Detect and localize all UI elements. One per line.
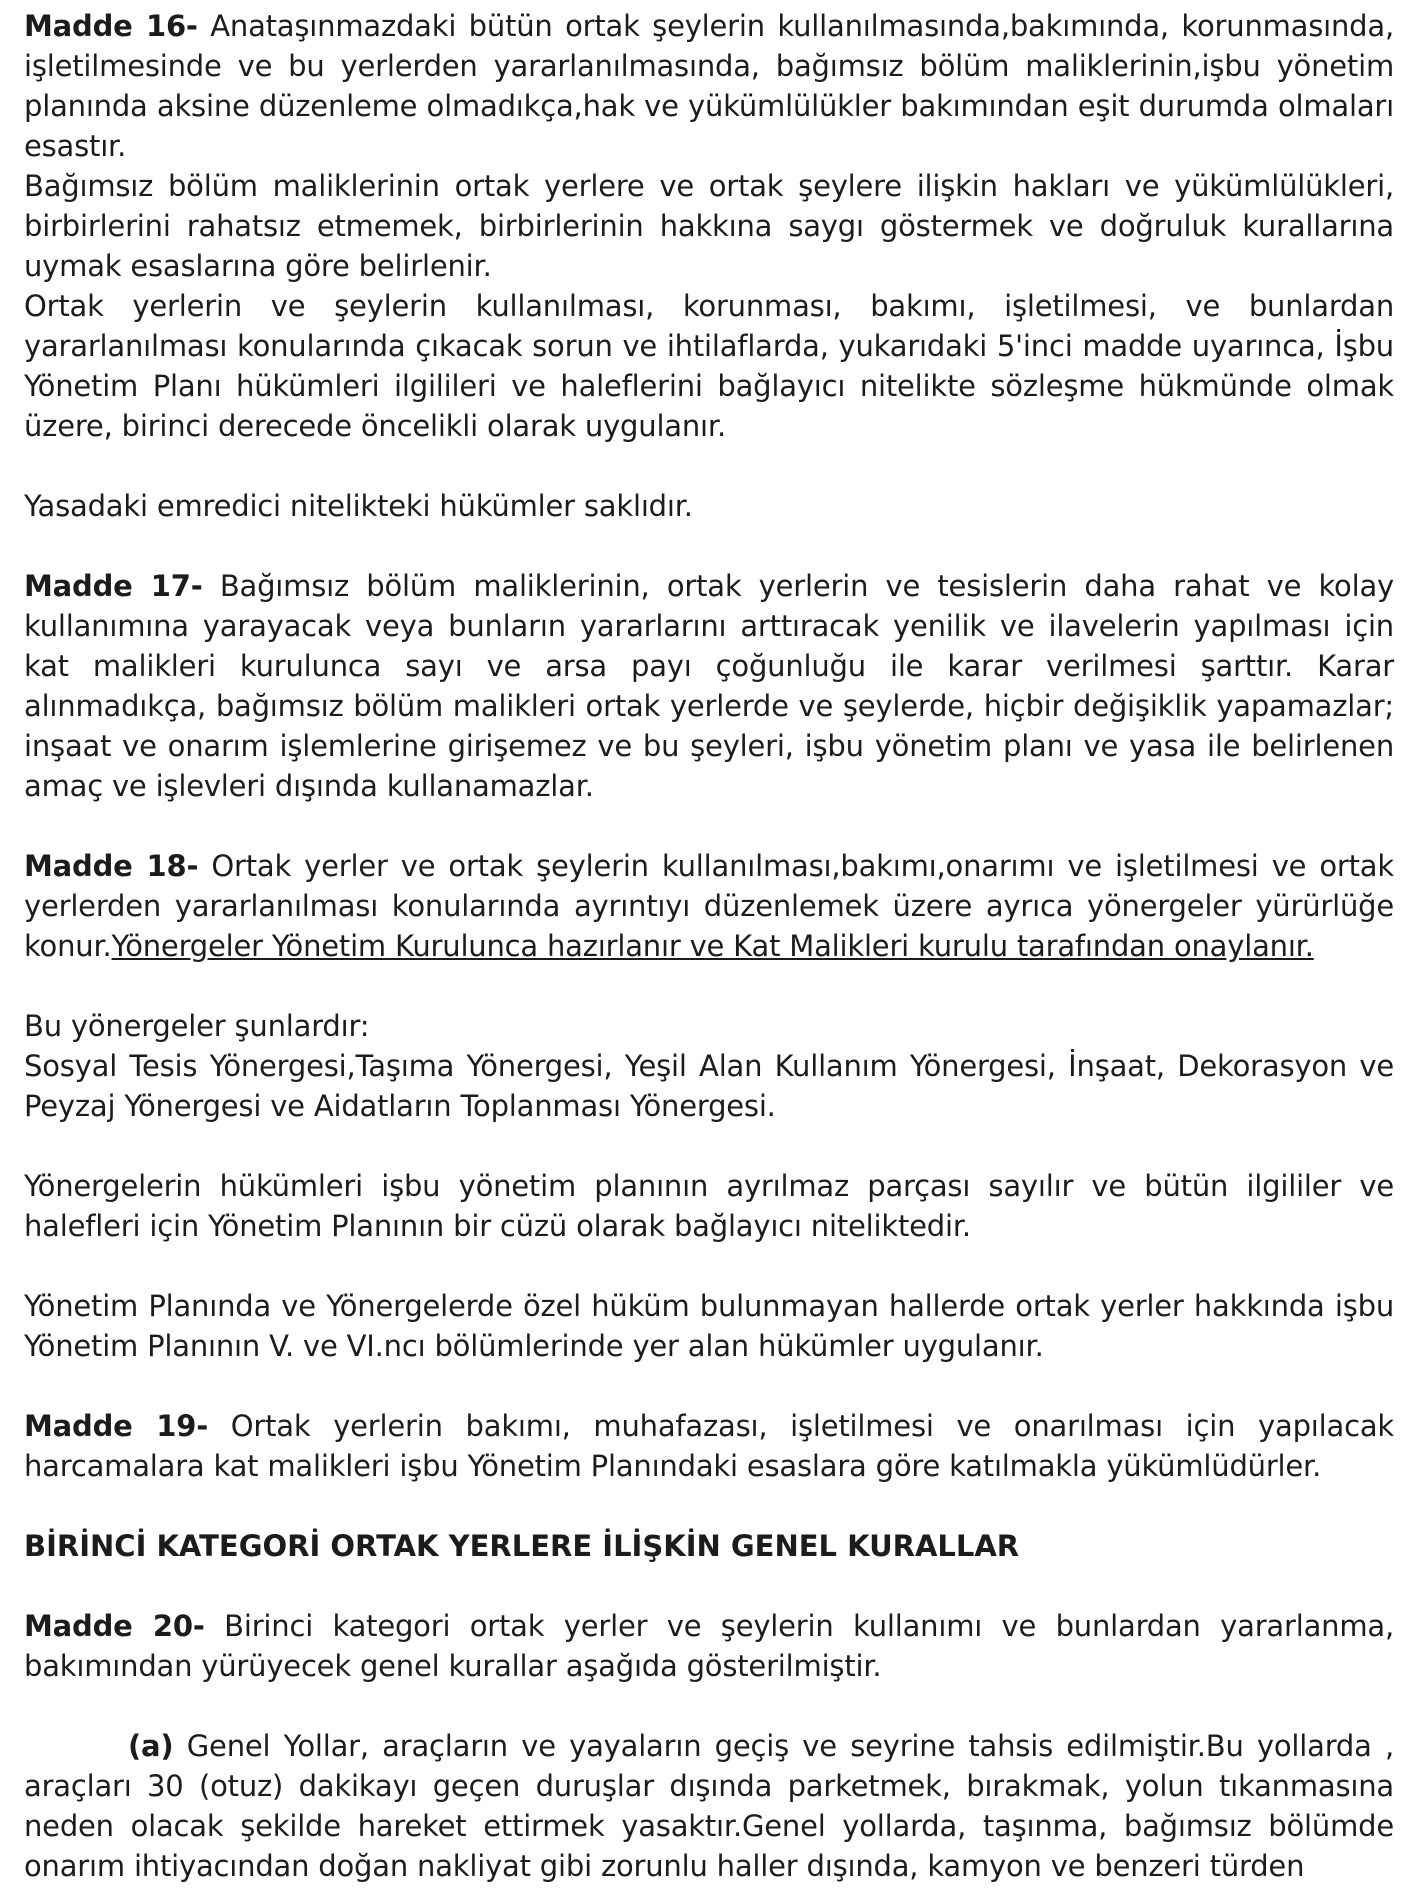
madde-16-text-1: Anataşınmazdaki bütün ortak şeylerin kullanılmasında,bakımında, korunmasında, işletilmesinde ve bu yerlerden yararlanılmasında, bağımsız bölüm maliklerinin,işbu yönetim planında aksine düzenleme olmadıkça,hak ve yükümlülükler bakımından eşit durumda olmaları esastır. xyxy=(24,9,1394,163)
madde-17-heading: Madde 17- xyxy=(24,569,203,603)
madde-20-paragraph xyxy=(24,1606,1394,1686)
madde-18-underlined-text: Yönergeler Yönetim Kurulunca hazırlanır ve Kat Malikleri kurulu tarafından onaylanır. xyxy=(111,929,1314,963)
madde-18-paragraph-3: Yönetim Planında ve Yönergelerde özel hüküm bulunmayan hallerde ortak yerler hakkında işbu Yönetim Planının V. ve VI.ncı bölümlerinde yer alan hükümler uygulanır. xyxy=(24,1289,1394,1363)
madde-18-paragraph-2: Yönergelerin hükümleri işbu yönetim planının ayrılmaz parçası sayılır ve bütün ilgililer ve halefleri için Yönetim Planının bir cüzü olarak bağlayıcı niteliktedir. xyxy=(24,1169,1394,1243)
madde-16-heading: Madde 16- xyxy=(24,9,198,43)
madde-20-item-a xyxy=(24,1726,1394,1886)
madde-18-list: Sosyal Tesis Yönergesi,Taşıma Yönergesi, Yeşil Alan Kullanım Yönergesi, İnşaat, Dekorasyon ve Peyzaj Yönergesi ve Aidatların Toplanması Yönergesi. xyxy=(24,1049,1394,1123)
madde-20-heading: Madde 20- xyxy=(24,1609,205,1643)
madde-16-paragraph-2: Bağımsız bölüm maliklerinin ortak yerlere ve ortak şeylere ilişkin hakları ve yükümlülükleri, birbirlerini rahatsız etmemek, birbirlerinin hakkına saygı göstermek ve doğruluk kurallarına uymak esaslarına göre belirlenir. xyxy=(24,169,1394,283)
madde-18-list-intro: Bu yönergeler şunlardır: xyxy=(24,1009,370,1043)
madde-17-text: Bağımsız bölüm maliklerinin, ortak yerlerin ve tesislerin daha rahat ve kolay kullanımına yarayacak veya bunların yararlarını arttıracak yenilik ve ilavelerin yapılması için kat malikleri kurulunca sayı ve arsa payı çoğunluğu ile karar verilmesi şarttır. Karar alınmadıkça, bağımsız bölüm malikleri ortak yerlerde ve şeylerde, hiçbir değişiklik yapamazlar; inşaat ve onarım işlemlerine girişemez ve bu şeyleri, işbu yönetim planı ve yasa ile belirlenen amaç ve işlevleri dışında kullanamazlar. xyxy=(24,569,1394,803)
document-page xyxy=(24,6,1394,1886)
madde-20-item-a-text: Genel Yollar, araçların ve yayaların geçiş ve seyrine tahsis edilmiştir.Bu yollarda , araçları 30 (otuz) dakikayı geçen duruşlar dışında parketmek, bırakmak, yolun tıkanmasına neden olacak şekilde hareket ettirmek yasaktır.Genel yollarda, taşınma, bağımsız bölümde onarım ihtiyacından doğan nakliyat gibi zorunlu haller dışında, kamyon ve benzeri türden xyxy=(24,1729,1394,1883)
madde-18-text: Ortak yerler ve ortak şeylerin kullanılması,bakımı,onarımı ve işletilmesi ve ortak yerlerden yararlanılması konularında ayrıntıyı düzenlemek üzere ayrıca yönergeler yürürlüğe konur. xyxy=(24,849,1394,963)
madde-17-paragraph xyxy=(24,566,1394,806)
madde-16-paragraph-3: Ortak yerlerin ve şeylerin kullanılması, korunması, bakımı, işletilmesi, ve bunlardan yararlanılması konularında çıkacak sorun ve ihtilaflarda, yukarıdaki 5'inci madde uyarınca, İşbu Yönetim Planı hükümleri ilgilileri ve haleflerini bağlayıcı nitelikte sözleşme hükmünde olmak üzere, birinci derecede öncelikli olarak uygulanır. xyxy=(24,289,1394,443)
madde-19-text: Ortak yerlerin bakımı, muhafazası, işletilmesi ve onarılması için yapılacak harcamalara kat malikleri işbu Yönetim Planındaki esaslara göre katılmakla yükümlüdürler. xyxy=(24,1409,1394,1483)
madde-18-heading: Madde 18- xyxy=(24,849,199,883)
madde-16-paragraph-4: Yasadaki emredici nitelikteki hükümler saklıdır. xyxy=(24,489,693,523)
madde-20-text: Birinci kategori ortak yerler ve şeylerin kullanımı ve bunlardan yararlanma, bakımından yürüyecek genel kurallar aşağıda gösterilmiştir. xyxy=(24,1609,1394,1683)
madde-18-paragraph xyxy=(24,846,1394,966)
madde-19-heading: Madde 19- xyxy=(24,1409,209,1443)
section-title: BİRİNCİ KATEGORİ ORTAK YERLERE İLİŞKİN GENEL KURALLAR xyxy=(24,1529,1020,1563)
madde-19-paragraph xyxy=(24,1406,1394,1486)
madde-16-paragraph-1 xyxy=(24,6,1394,166)
madde-20-item-a-label: (a) xyxy=(128,1729,174,1763)
